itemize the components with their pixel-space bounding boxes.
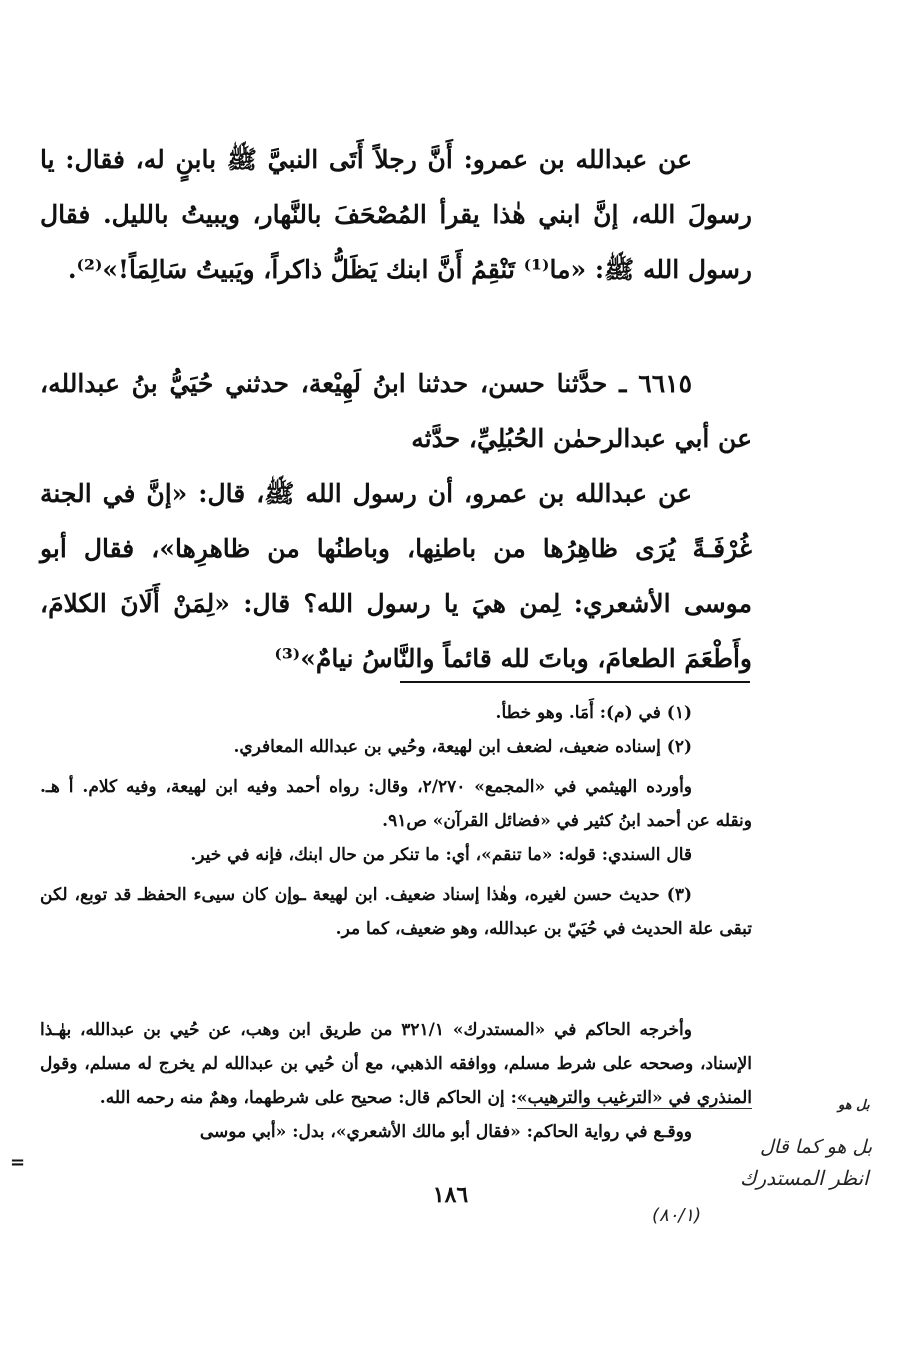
footnotes [40, 696, 752, 946]
hadith-6615-isnad-block [40, 356, 752, 466]
footnote-2-continued: وأورده الهيثمي في «المجمع» ٢/٢٧٠، وقال: رواه أحمد وفيه ابن لهيعة، وفيه كلام. أ هـ. ونقله عن أحمد ابنُ كثير في «فضائل القرآن» ص٩١. [40, 777, 752, 831]
footnote-separator [400, 681, 750, 683]
footnote-3-continuation [40, 1013, 752, 1149]
handwritten-note-reference: (٨٠/١) [652, 1205, 702, 1226]
hadith-6614-text: عن عبدالله بن عمرو: أَنَّ رجلاً أَتَى النبيَّ ﷺ بابنٍ له، فقال: يا رسولَ الله، إنَّ ابني هٰذا يقرأ المُصْحَفَ بالنَّهار، ويبيتُ بالليل. فقال رسول الله ﷺ: «ما⁽¹⁾ تَنْقِمُ أَنَّ ابنك يَظَلُّ ذاكراً، ويَبيتُ سَالِمَاً!»⁽²⁾. [40, 145, 752, 284]
footnote-2-sindi: قال السندي: قوله: «ما تنقم»، أي: ما تنكر من حال ابنك، فإنه في خير. [190, 845, 692, 865]
footnote-1: (١) في (م): أَمَا. وهو خطأ. [495, 703, 692, 723]
handwritten-note-top: بل هو [838, 1098, 870, 1113]
handwritten-note-kama-qal: بل هو كما قال [760, 1136, 873, 1158]
hadith-6615-matn-block [40, 466, 752, 686]
hadith-6615-isnad: ٦٦١٥ ـ حدَّثنا حسن، حدثنا ابنُ لَهِيْعة، حدثني حُيَيُّ بنُ عبدالله، عن أبي عبدالرحمٰن الحُبُلِيِّ، حدَّثه [40, 369, 752, 453]
hadith-6614-block [40, 132, 752, 297]
footnote-3-paragraph-1 [40, 1013, 752, 1115]
underlined-reference: المنذري في «الترغيب والترهيب» [516, 1088, 752, 1108]
continuation-mark: = [10, 1152, 26, 1173]
footnote-3-text-b: : إن الحاكم قال: صحيح على شرطهما، وهمٌ منه رحمه الله. [99, 1088, 517, 1108]
page-number: ١٨٦ [432, 1182, 469, 1208]
footnote-3: (٣) حديث حسن لغيره، وهٰذا إسناد ضعيف. ابن لهيعة ـوإن كان سيىء الحفظـ قد توبع، لكن تبقى علة الحديث في حُيَيّ بن عبدالله، وهو ضعيف، كما مر. [40, 885, 752, 939]
footnote-3-paragraph-2: ووقـع في رواية الحاكم: «فقال أبو مالك الأشعري»، بدل: «أبي موسى [199, 1122, 692, 1142]
handwritten-note-see-mustadrak: انظر المستدرك [740, 1166, 869, 1190]
footnote-3-text-a: وأخرجه الحاكم في «المستدرك» ٣٢١/١ من طريق ابن وهب، عن حُيي بن عبدالله، بهٰـذا الإسناد، وصححه على شرط مسلم، ووافقه الذهبي، مع أن حُيي بن عبدالله لم يخرج له مسلم، وقول [40, 1020, 752, 1074]
footnote-2: (٢) إسناده ضعيف، لضعف ابن لهيعة، وحُيي بن عبدالله المعافري. [233, 737, 692, 757]
hadith-6615-matn: عن عبدالله بن عمرو، أن رسول الله ﷺ، قال: «إنَّ في الجنة غُرْفَـةً يُرَى ظاهِرُها من باطنِها، وباطنُها من ظاهرِها»، فقال أبو موسى الأشعري: لِمن هيَ يا رسول الله؟ قال: «لِمَنْ أَلَانَ الكلامَ، وأَطْعَمَ الطعامَ، وباتَ لله قائماً والنَّاسُ نيامٌ»⁽³⁾ [40, 479, 752, 673]
